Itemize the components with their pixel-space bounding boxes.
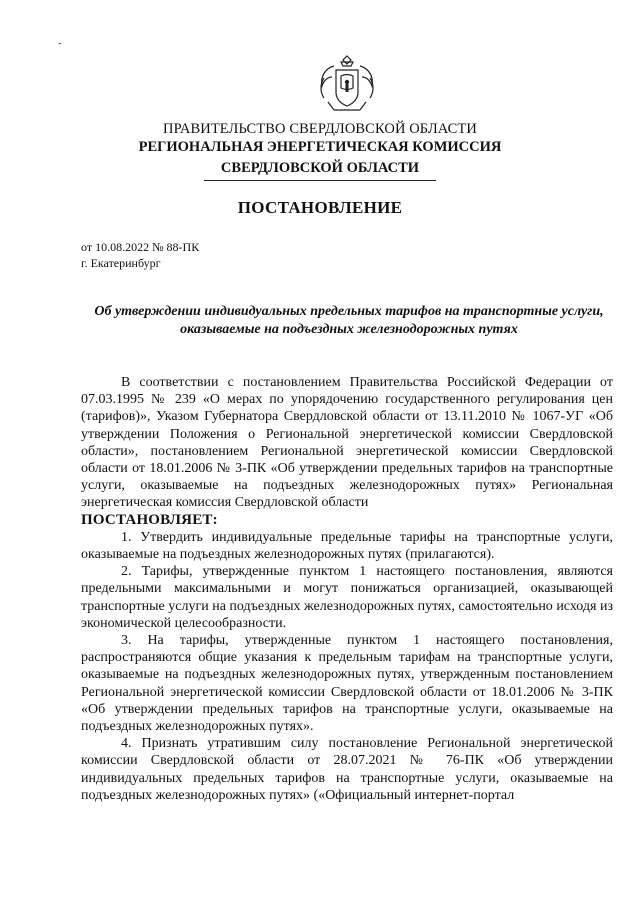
- clause-2: 2. Тарифы, утвержденные пунктом 1 настоящего постановления, являются предельными максимальными и могут понижаться организацией, оказывающей транспортные услуги на подъездных железнодорожных путях, самостоятельно исходя из экономической целесообразности.: [81, 564, 613, 631]
- coat-of-arms-icon: [314, 52, 380, 118]
- document-body: [81, 374, 613, 804]
- document-type: ПОСТАНОВЛЕНИЕ: [237, 198, 403, 217]
- document-subject: Об утверждении индивидуальных предельных тарифов на транспортные услуги, оказываемые на подъездных железнодорожных путях: [94, 304, 604, 337]
- clause-1: 1. Утвердить индивидуальные предельные тарифы на транспортные услуги, оказываемые на подъездных железнодорожных путях (прилагаются).: [81, 529, 613, 563]
- document-date-number: от 10.08.2022 № 88-ПК: [81, 240, 200, 254]
- decree-heading: ПОСТАНОВЛЯЕТ:: [81, 511, 218, 528]
- document-city: г. Екатеринбург: [81, 256, 161, 270]
- government-name: ПРАВИТЕЛЬСТВО СВЕРДЛОВСКОЙ ОБЛАСТИ: [163, 121, 477, 137]
- commission-name: РЕГИОНАЛЬНАЯ ЭНЕРГЕТИЧЕСКАЯ КОМИССИЯ: [138, 139, 502, 155]
- preamble-paragraph: В соответствии с постановлением Правительства Российской Федерации от 07.03.1995 № 239 «О мерах по упорядочению государственного регулирования цен (тарифов)», Указом Губернатора Свердловской области от 13.11.2010 № 1067-УГ «Об утверждении Положения о Региональной энергетической комиссии Свердловской области», постановлением Региональной энергетической комиссии Свердловской области от 18.01.2006 № 3-ПК «Об утверждении предельных тарифов на транспортные услуги, оказываемые на подъездных железнодорожных путях» Региональная энергетическая комиссия Свердловской области: [81, 375, 613, 511]
- region-name: СВЕРДЛОВСКОЙ ОБЛАСТИ: [220, 160, 420, 176]
- corner-mark: -: [58, 38, 62, 49]
- clause-3: 3. На тарифы, утвержденные пунктом 1 настоящего постановления, распространяются общие указания к предельным тарифам на транспортные услуги, оказываемые на подъездных железнодорожных путях, утвержденным постановлением Региональной энергетической комиссии Свердловской области от 18.01.2006 № 3-ПК «Об утверждении предельных тарифов на транспортные услуги, оказываемые на подъездных железнодорожных путях».: [81, 633, 613, 735]
- header-divider: [204, 180, 436, 181]
- clause-4: 4. Признать утратившим силу постановление Региональной энергетической комиссии Свердловской области от 28.07.2021 № 76-ПК «Об утверждении индивидуальных предельных тарифов на транспортные услуги, оказываемые на подъездных железнодорожных путях» («Официальный интернет-портал: [81, 736, 613, 803]
